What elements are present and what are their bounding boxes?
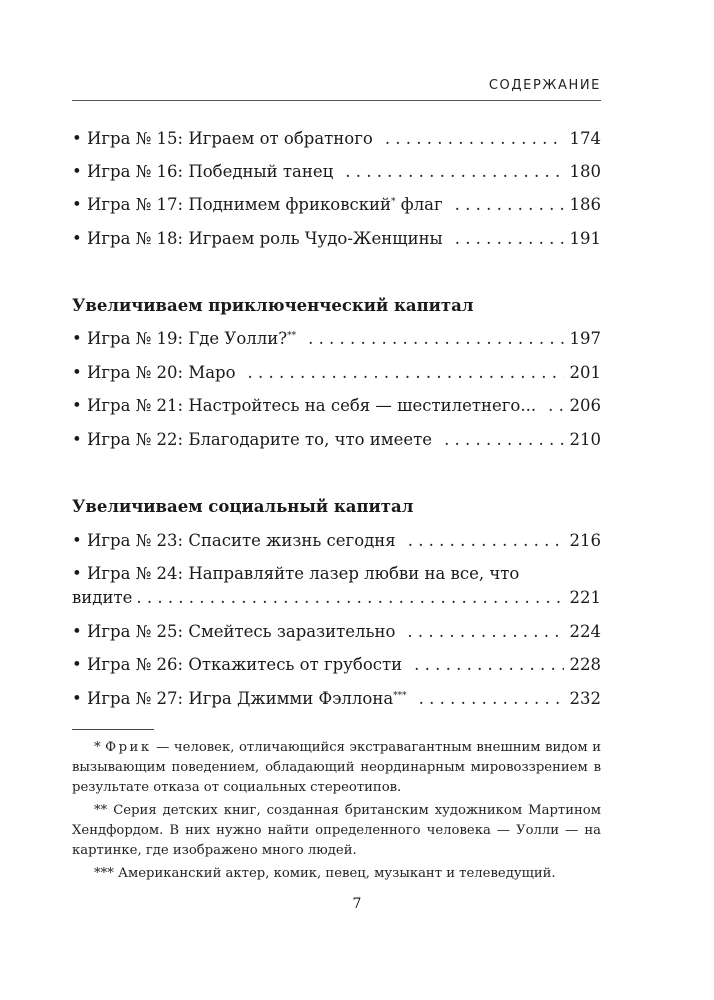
footnote-mark: ** [287,331,297,341]
toc-entry-title [72,194,443,216]
footnote-rule [72,729,154,730]
toc-entry-title: • Игра № 15: Играем от обратного [72,129,373,148]
section-heading-adventure: Увеличиваем приключенческий капитал [72,296,474,315]
toc-entry-17[interactable] [72,194,601,216]
toc-entry-23[interactable] [72,530,601,552]
toc-entry-title-text: • Игра № 27: Игра Джимми Фэллона [72,689,394,708]
leader-dots [548,395,563,417]
footnote-mark: * [391,197,396,207]
leader-dots [455,194,564,216]
toc-entry-title [72,328,296,350]
toc-entry-19[interactable] [72,328,601,350]
leader-dots [419,688,564,710]
page-number: 7 [352,896,362,912]
leader-dots [136,587,563,609]
toc-entry-page: 201 [569,363,601,382]
footnote-2: ** Серия детских книг, созданная британским художником Мартином Хендфордом. В них нужно найти определенного человека — Уолли — на картинке, где изображено много людей. [72,803,601,858]
footnote-mark: *** [393,691,407,701]
toc-entry-title: • Игра № 16: Победный танец [72,162,334,181]
toc-entry-page: 174 [569,129,601,148]
toc-entry-27[interactable] [72,688,601,710]
footnote-1 [72,738,601,798]
footnote-term: Фрик [105,740,152,755]
toc-entry-title: • Игра № 26: Откажитесь от грубости [72,655,403,674]
toc-entry-page: 186 [569,195,601,214]
toc-entry-15[interactable] [72,128,601,150]
toc-entry-page: 224 [569,622,601,641]
toc-entry-page: 206 [569,396,601,415]
footnote-text: — человек, отличающийся экстравагантным внешним видом и вызывающим поведением, обладающий неординарным мировоззрением в результате отказа от социальных стереотипов. [72,740,601,795]
leader-dots [407,621,563,643]
toc-entry-title: видите [72,588,133,607]
leader-dots [308,328,563,350]
leader-dots [414,654,563,676]
toc-entry-page: 191 [569,229,601,248]
toc-entry-title: • Игра № 18: Играем роль Чудо-Женщины [72,229,443,248]
toc-entry-25[interactable] [72,621,601,643]
toc-entry-24-line1[interactable]: • Игра № 24: Направляйте лазер любви на все, что [72,564,520,583]
toc-entry-18[interactable] [72,228,601,250]
toc-entry-page: 216 [569,531,601,550]
toc-entry-page: 180 [569,162,601,181]
footnotes [72,738,601,887]
toc-entry-title: • Игра № 22: Благодарите то, что имеете [72,430,433,449]
toc-entry-title: • Игра № 23: Спасите жизнь сегодня [72,531,396,550]
leader-dots [345,161,563,183]
leader-dots [455,228,564,250]
header-rule [72,100,601,101]
toc-entry-title-end: флаг [395,195,443,214]
toc-entry-title-text: • Игра № 19: Где Уолли? [72,329,288,348]
leader-dots [444,429,563,451]
toc-entry-page: 197 [569,329,601,348]
toc-entry-page: 232 [569,689,601,708]
toc-entry-title: • Игра № 25: Смейтесь заразительно [72,622,396,641]
leader-dots [385,128,564,150]
toc-entry-title [72,688,407,710]
toc-entry-26[interactable] [72,654,601,676]
leader-dots [408,530,564,552]
toc-entry-title: • Игра № 20: Маро [72,363,236,382]
toc-entry-page: 228 [569,655,601,674]
toc-entry-21[interactable] [72,395,601,417]
toc-entry-title-start: • Игра № 17: Поднимем фриковский [72,195,392,214]
toc-entry-16[interactable] [72,161,601,183]
footnote-mark: * [94,740,106,755]
toc-entry-page: 210 [569,430,601,449]
toc-entry-22[interactable] [72,429,601,451]
toc-entry-24[interactable] [72,587,601,609]
footnote-3: *** Американский актер, комик, певец, музыкант и телеведущий. [94,866,556,881]
toc-entry-20[interactable] [72,362,601,384]
running-head: СОДЕРЖАНИЕ [488,78,601,93]
section-heading-social: Увеличиваем социальный капитал [72,497,414,516]
leader-dots [248,362,564,384]
toc-entry-page: 221 [569,588,601,607]
toc-entry-title: • Игра № 21: Настройтесь на себя — шестилетнего... [72,396,537,415]
